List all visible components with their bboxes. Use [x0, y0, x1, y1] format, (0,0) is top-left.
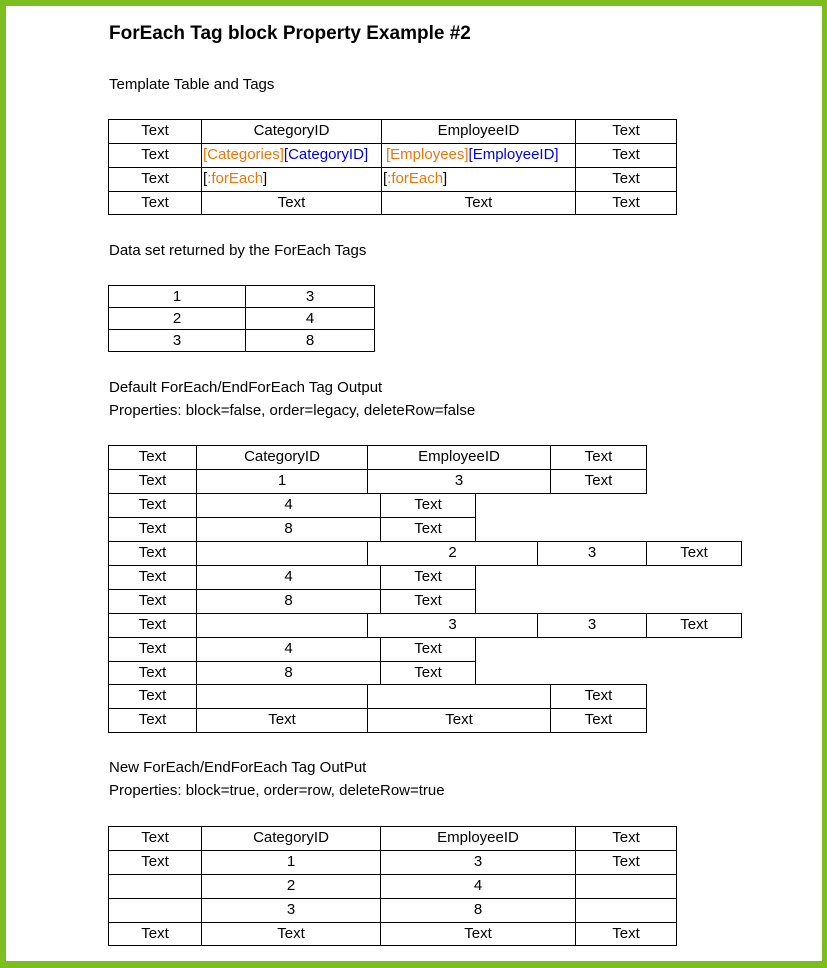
table-cell: Text	[575, 850, 677, 875]
table-cell: Text	[380, 493, 476, 518]
table-cell: Text	[367, 708, 551, 733]
table-cell: Text	[108, 191, 202, 215]
table-cell: Text	[108, 922, 202, 946]
table-cell: Text	[646, 613, 742, 638]
table-cell	[196, 541, 368, 566]
table-cell: Text	[108, 708, 197, 733]
table-cell: Text	[575, 143, 677, 168]
table-cell: 4	[380, 874, 576, 899]
default-heading-2: Properties: block=false, order=legacy, deleteRow=false	[109, 402, 476, 419]
table-cell: 8	[380, 898, 576, 923]
page-title: ForEach Tag block Property Example #2	[109, 23, 471, 44]
table-cell: Text	[380, 661, 476, 685]
table-cell: Text	[108, 589, 197, 614]
table-cell: Text	[550, 684, 647, 709]
table-cell: Text	[550, 445, 647, 470]
table-cell: Text	[550, 469, 647, 494]
foreach-tag: :forEach	[387, 170, 444, 187]
table-cell	[196, 684, 368, 709]
table-cell: Text	[108, 143, 202, 168]
foreach-tag: :forEach	[207, 170, 264, 187]
table-cell: Text	[201, 191, 382, 215]
table-cell: 8	[196, 589, 381, 614]
table-cell: Text	[108, 445, 197, 470]
table-cell: 4	[196, 565, 381, 590]
table-cell: [Categories][CategoryID]	[201, 143, 382, 168]
table-cell: Text	[108, 850, 202, 875]
table-cell: 3	[108, 329, 246, 352]
table-cell: Text	[108, 541, 197, 566]
table-cell: 4	[245, 307, 375, 330]
table-cell: 8	[196, 661, 381, 685]
table-cell: [:forEach]	[201, 167, 382, 192]
template-heading: Template Table and Tags	[109, 76, 275, 93]
table-cell: Text	[108, 469, 197, 494]
table-cell: 4	[196, 493, 381, 518]
table-cell: Text	[646, 541, 742, 566]
table-cell: Text	[550, 708, 647, 733]
table-cell	[196, 613, 368, 638]
table-cell: Text	[108, 613, 197, 638]
table-cell: 8	[245, 329, 375, 352]
table-cell: EmployeeID	[381, 119, 576, 144]
table-cell: Text	[196, 708, 368, 733]
table-cell	[575, 898, 677, 923]
new-heading-2: Properties: block=true, order=row, deleteRow=true	[109, 782, 445, 799]
table-cell: Text	[108, 565, 197, 590]
table-cell	[108, 898, 202, 923]
table-cell: CategoryID	[196, 445, 368, 470]
table-cell: CategoryID	[201, 826, 381, 851]
table-cell: 2	[108, 307, 246, 330]
table-cell: 3	[201, 898, 381, 923]
table-cell: Text	[380, 517, 476, 542]
table-cell: Text	[201, 922, 381, 946]
table-cell: Text	[380, 589, 476, 614]
table-cell: EmployeeID	[380, 826, 576, 851]
table-cell: Text	[108, 826, 202, 851]
table-cell: 3	[537, 613, 647, 638]
employees-tag: Employees	[390, 146, 465, 163]
table-cell: Text	[575, 191, 677, 215]
table-cell: 1	[201, 850, 381, 875]
table-cell	[575, 874, 677, 899]
default-heading-1: Default ForEach/EndForEach Tag Output	[109, 379, 383, 396]
table-cell: 1	[108, 285, 246, 308]
table-cell: 3	[367, 469, 551, 494]
table-cell: 3	[367, 613, 538, 638]
table-cell: Text	[108, 661, 197, 685]
table-cell: Text	[575, 119, 677, 144]
table-cell: 1	[196, 469, 368, 494]
dataset-heading: Data set returned by the ForEach Tags	[109, 242, 367, 259]
table-cell: 2	[201, 874, 381, 899]
categories-tag: Categories	[207, 146, 280, 163]
table-cell: Text	[108, 517, 197, 542]
table-cell: 2	[367, 541, 538, 566]
table-cell: 8	[196, 517, 381, 542]
employee-id-tag: EmployeeID	[472, 146, 555, 163]
table-cell: Text	[380, 922, 576, 946]
table-cell: Text	[575, 826, 677, 851]
table-cell: Text	[381, 191, 576, 215]
table-cell	[367, 684, 551, 709]
table-cell	[108, 874, 202, 899]
table-cell: [Employees][EmployeeID]	[381, 143, 576, 168]
table-cell: 3	[380, 850, 576, 875]
table-cell: Text	[108, 493, 197, 518]
table-cell: Text	[575, 922, 677, 946]
new-heading-1: New ForEach/EndForEach Tag OutPut	[109, 759, 367, 776]
table-cell: 3	[537, 541, 647, 566]
table-cell: Text	[108, 637, 197, 662]
table-cell: Text	[380, 637, 476, 662]
table-cell: 3	[245, 285, 375, 308]
table-cell: [:forEach]	[381, 167, 576, 192]
table-cell: Text	[575, 167, 677, 192]
table-cell: CategoryID	[201, 119, 382, 144]
table-cell: EmployeeID	[367, 445, 551, 470]
table-cell: Text	[108, 167, 202, 192]
table-cell: Text	[380, 565, 476, 590]
table-cell: Text	[108, 119, 202, 144]
category-id-tag: CategoryID	[288, 146, 364, 163]
table-cell: Text	[108, 684, 197, 709]
table-cell: 4	[196, 637, 381, 662]
